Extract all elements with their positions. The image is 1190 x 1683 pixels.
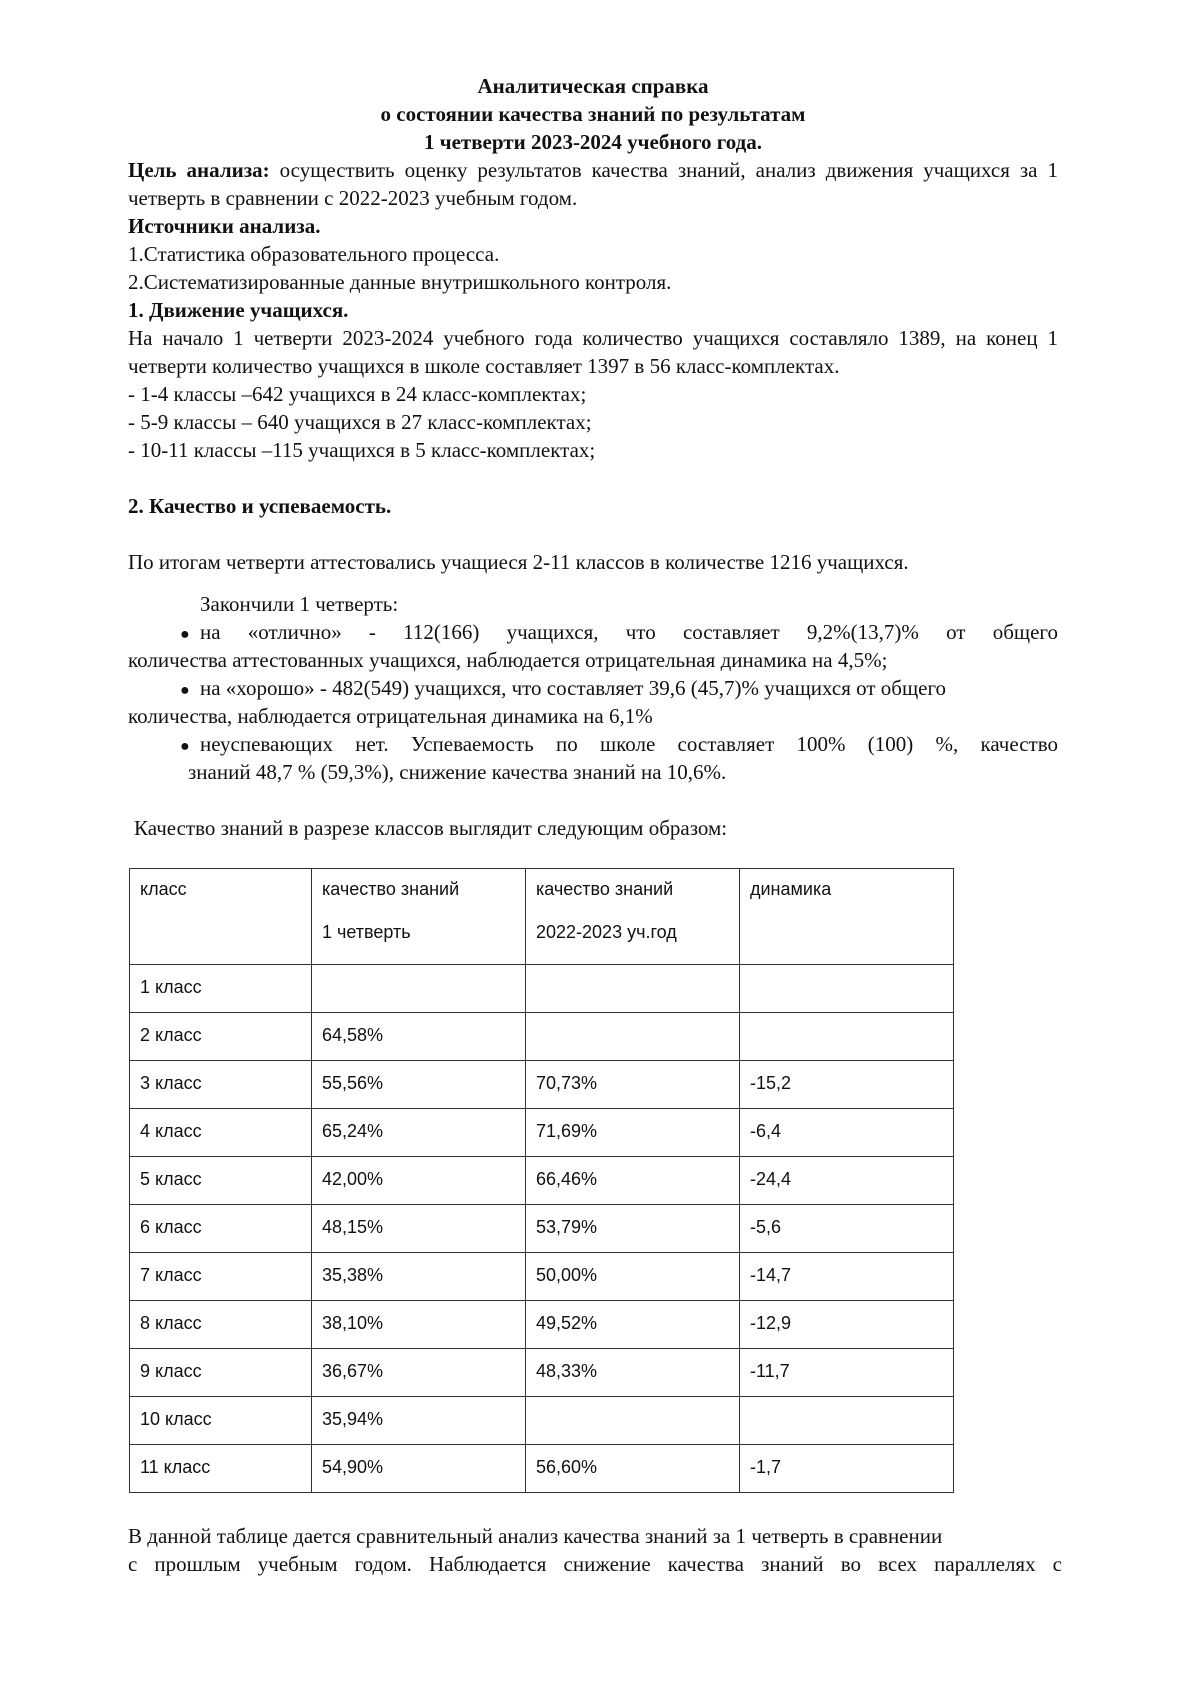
bullet-dot-icon: ●: [180, 738, 190, 755]
cell-quality-q1: 35,38%: [312, 1253, 526, 1301]
table-row: [130, 1349, 954, 1397]
cell-quality-prev: 70,73%: [526, 1061, 740, 1109]
cell-dynamics: -12,9: [740, 1301, 954, 1349]
cell-class: 5 класс: [130, 1157, 312, 1205]
cell-class: 3 класс: [130, 1061, 312, 1109]
cell-quality-q1: 54,90%: [312, 1445, 526, 1493]
cell-dynamics: -14,7: [740, 1253, 954, 1301]
cell-quality-prev: 53,79%: [526, 1205, 740, 1253]
title-line-2: о состоянии качества знаний по результатам: [380, 102, 806, 126]
cell-dynamics: -5,6: [740, 1205, 954, 1253]
title-line-1: Аналитическая справка: [477, 74, 709, 98]
bullet-dot-icon: ●: [180, 682, 190, 699]
cell-class: 8 класс: [130, 1301, 312, 1349]
cell-dynamics: -11,7: [740, 1349, 954, 1397]
cell-dynamics: -24,4: [740, 1157, 954, 1205]
header-quality-prev: качество знаний 2022-2023 уч.год: [526, 869, 740, 965]
cell-quality-prev: [526, 965, 740, 1013]
cell-class: 10 класс: [130, 1397, 312, 1445]
sources-heading: Источники анализа.: [128, 214, 321, 238]
cell-quality-q1: 48,15%: [312, 1205, 526, 1253]
cell-quality-q1: 55,56%: [312, 1061, 526, 1109]
header-quality-q1: качество знаний 1 четверть: [312, 869, 526, 965]
table-row: [130, 965, 954, 1013]
source-item-1: 1.Статистика образовательного процесса.: [128, 242, 500, 266]
attested-paragraph: По итогам четверти аттестовались учащиеся 2-11 классов в количестве 1216 учащихся.: [128, 550, 909, 574]
cell-dynamics: -6,4: [740, 1109, 954, 1157]
header-dynamics: динамика: [740, 869, 954, 965]
classes-1-4: - 1-4 классы –642 учащихся в 24 класс-комплектах;: [128, 382, 587, 406]
bullet-excellent: ● на «отлично» - 112(166) учащихся, что составляет 9,2%(13,7)% от общего: [180, 618, 1058, 649]
cell-dynamics: [740, 1397, 954, 1445]
finished-label: Закончили 1 четверть:: [200, 592, 399, 616]
cell-class: 6 класс: [130, 1205, 312, 1253]
cell-class: 9 класс: [130, 1349, 312, 1397]
bullet-failing: ● неуспевающих нет. Успеваемость по школе составляет 100% (100) %, качество: [180, 730, 1058, 761]
cell-quality-prev: [526, 1397, 740, 1445]
table-row: [130, 1157, 954, 1205]
cell-quality-prev: 49,52%: [526, 1301, 740, 1349]
cell-dynamics: -15,2: [740, 1061, 954, 1109]
cell-quality-q1: 64,58%: [312, 1013, 526, 1061]
cell-quality-q1: [312, 965, 526, 1013]
cell-class: 7 класс: [130, 1253, 312, 1301]
table-row: [130, 1253, 954, 1301]
bullet-failing-cont: знаний 48,7 % (59,3%), снижение качества знаний на 10,6%.: [188, 760, 727, 784]
table-row: [130, 1205, 954, 1253]
table-row: [130, 1397, 954, 1445]
conclusion-line-1: В данной таблице дается сравнительный анализ качества знаний за 1 четверть в сравнении: [128, 1524, 943, 1548]
classes-5-9: - 5-9 классы – 640 учащихся в 27 класс-комплектах;: [128, 410, 592, 434]
section1-paragraph: На начало 1 четверти 2023-2024 учебного года количество учащихся составляло 1389, на конец 1 четверти количество учащихся в школе составляет 1397 в 56 класс-комплектах.: [128, 326, 1058, 378]
cell-quality-q1: 35,94%: [312, 1397, 526, 1445]
cell-quality-q1: 36,67%: [312, 1349, 526, 1397]
conclusion-line-2: с прошлым учебным годом. Наблюдается снижение качества знаний во всех параллелях с: [128, 1552, 1062, 1576]
classes-10-11: - 10-11 классы –115 учащихся в 5 класс-комплектах;: [128, 438, 596, 462]
bullet-dot-icon: ●: [180, 626, 190, 643]
quality-table: [129, 868, 954, 1493]
goal-label: Цель анализа:: [128, 158, 270, 182]
source-item-2: 2.Систематизированные данные внутришкольного контроля.: [128, 270, 672, 294]
section2-heading: 2. Качество и успеваемость.: [128, 494, 392, 518]
table-header-row: [130, 869, 954, 965]
header-class: класс: [130, 869, 312, 965]
cell-quality-q1: 42,00%: [312, 1157, 526, 1205]
bullet-excellent-cont: количества аттестованных учащихся, наблюдается отрицательная динамика на 4,5%;: [128, 648, 888, 672]
bullet-good-cont: количества, наблюдается отрицательная динамика на 6,1%: [128, 704, 653, 728]
cell-quality-q1: 38,10%: [312, 1301, 526, 1349]
cell-quality-prev: 50,00%: [526, 1253, 740, 1301]
cell-dynamics: -1,7: [740, 1445, 954, 1493]
table-row: [130, 1013, 954, 1061]
table-row: [130, 1109, 954, 1157]
document-title: [128, 72, 1058, 156]
table-row: [130, 1445, 954, 1493]
table-row: [130, 1301, 954, 1349]
cell-quality-prev: 66,46%: [526, 1157, 740, 1205]
section1-heading: 1. Движение учащихся.: [128, 298, 349, 322]
title-line-3: 1 четверти 2023-2024 учебного года.: [423, 130, 762, 154]
bullet-good: ● на «хорошо» - 482(549) учащихся, что составляет 39,6 (45,7)% учащихся от общего: [180, 674, 1058, 705]
goal-text: осуществить оценку результатов качества знаний, анализ движения учащихся за 1 четверть в сравнении с 2022-2023 учебным годом.: [128, 158, 1059, 210]
cell-dynamics: [740, 1013, 954, 1061]
cell-class: 4 класс: [130, 1109, 312, 1157]
cell-dynamics: [740, 965, 954, 1013]
cell-quality-prev: 71,69%: [526, 1109, 740, 1157]
cell-quality-prev: 48,33%: [526, 1349, 740, 1397]
table-row: [130, 1061, 954, 1109]
table-intro: Качество знаний в разрезе классов выглядит следующим образом:: [134, 816, 728, 840]
cell-class: 11 класс: [130, 1445, 312, 1493]
goal-paragraph: [128, 156, 1058, 212]
cell-quality-q1: 65,24%: [312, 1109, 526, 1157]
cell-quality-prev: [526, 1013, 740, 1061]
cell-quality-prev: 56,60%: [526, 1445, 740, 1493]
cell-class: 1 класс: [130, 965, 312, 1013]
cell-class: 2 класс: [130, 1013, 312, 1061]
